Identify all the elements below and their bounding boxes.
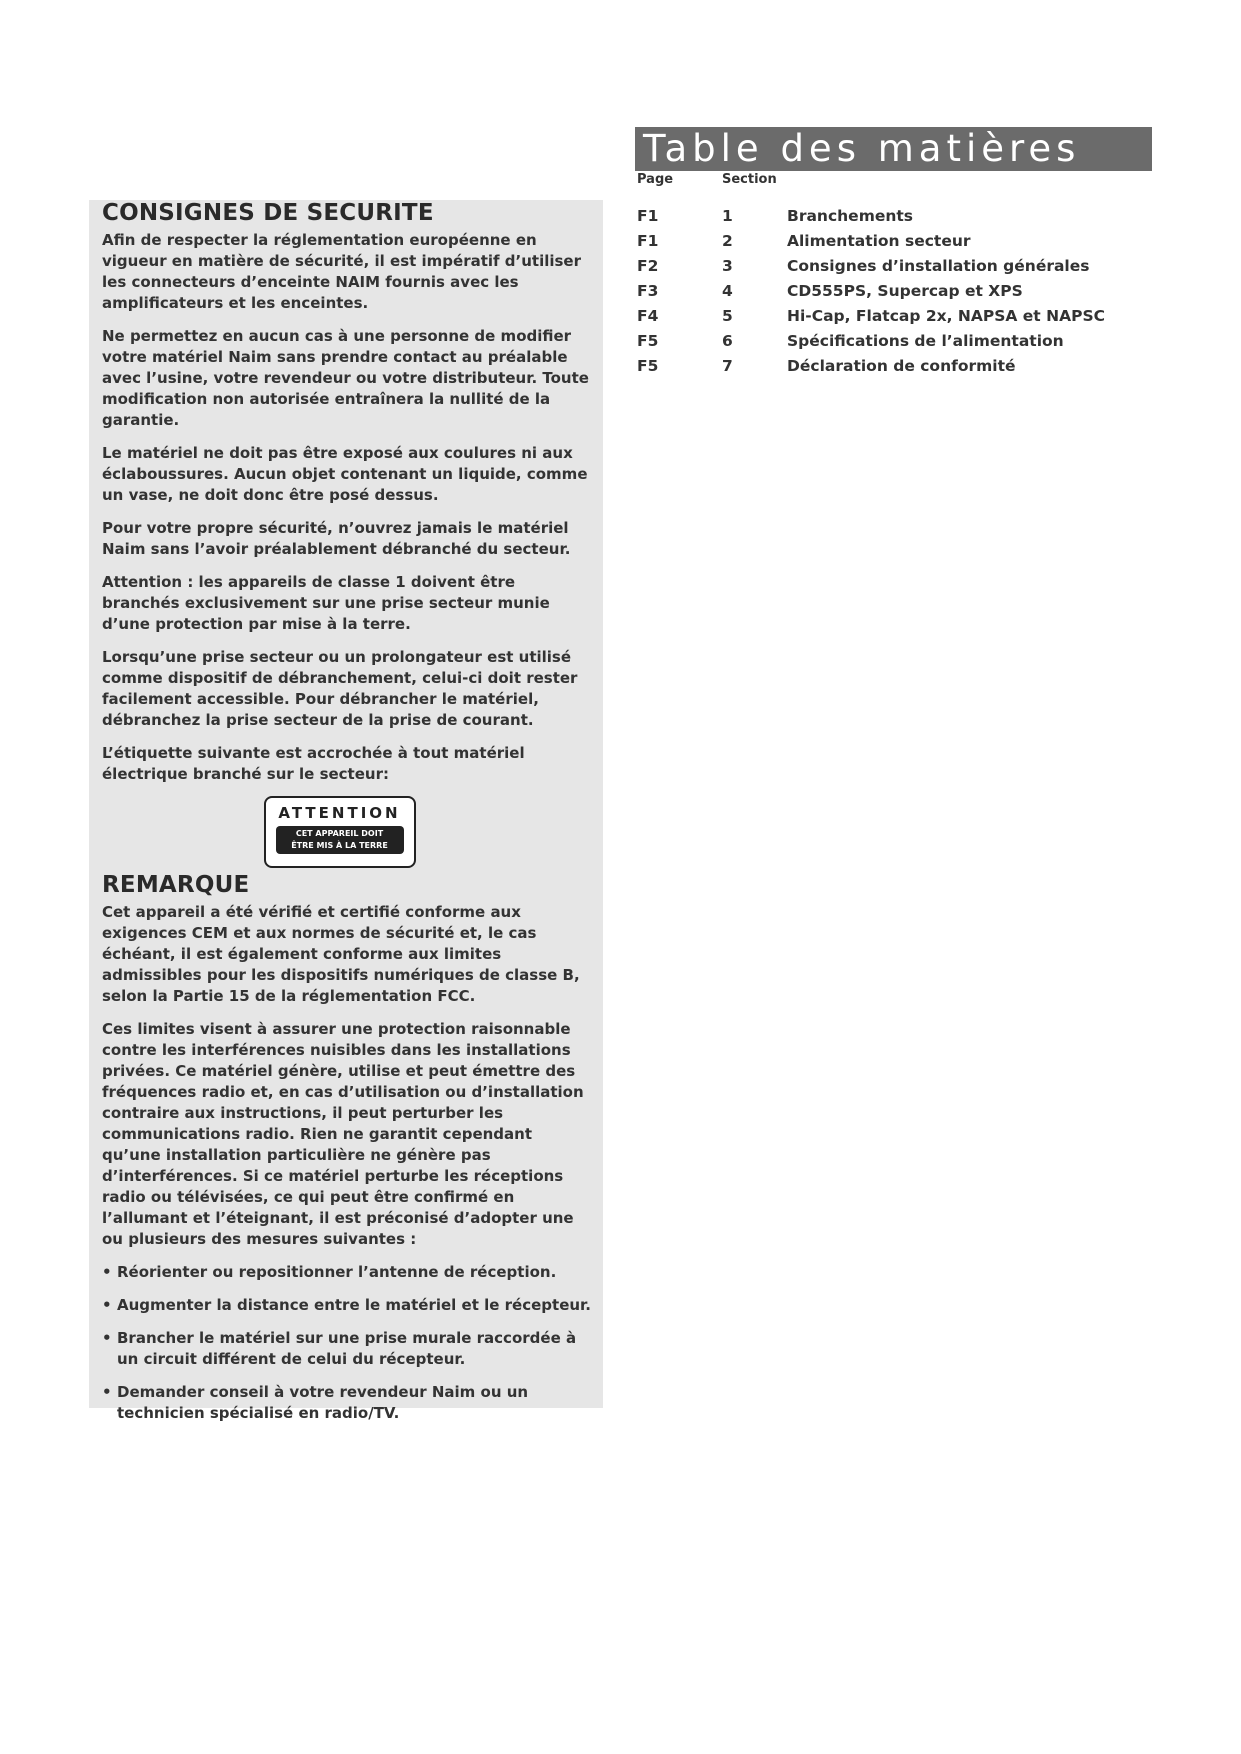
- list-item-text: Brancher le matériel sur une prise murale raccordée à un circuit différent de celui du récepteur.: [117, 1329, 577, 1368]
- toc-page: F4: [637, 306, 659, 325]
- toc-row: [637, 278, 1105, 303]
- toc-table: [637, 203, 1105, 378]
- toc-page: F2: [637, 256, 659, 275]
- toc-section: 2: [722, 231, 733, 250]
- list-item-text: Demander conseil à votre revendeur Naim ou un technicien spécialisé en radio/TV.: [117, 1383, 529, 1422]
- list-item: [102, 1328, 591, 1370]
- toc-entry-title: Déclaration de conformité: [787, 356, 1016, 375]
- toc-section: 5: [722, 306, 733, 325]
- list-item-text: Réorienter ou repositionner l’antenne de réception.: [117, 1263, 557, 1281]
- toc-page: F5: [637, 331, 659, 350]
- safety-paragraph: Afin de respecter la réglementation européenne en vigueur en matière de sécurité, il est impératif d’utiliser les connecteurs d’enceinte NAIM fournis avec les amplificateurs et les enceintes.: [102, 231, 581, 312]
- safety-paragraph: Ne permettez en aucun cas à une personne de modifier votre matériel Naim sans prendre contact au préalable avec l’usine, votre revendeur ou votre distributeur. Toute modification non autorisée entraînera la nullité de la garantie.: [102, 327, 589, 429]
- earthing-label-wrap: [102, 796, 591, 868]
- toc-entry-title: Hi-Cap, Flatcap 2x, NAPSA et NAPSC: [787, 306, 1105, 325]
- measures-list: [102, 1262, 591, 1424]
- remarque-paragraph: Cet appareil a été vérifié et certifié conforme aux exigences CEM et aux normes de sécurité et, le cas échéant, il est également conforme aux limites admissibles pour les dispositifs numériques de classe B, selon la Partie 15 de la réglementation FCC.: [102, 903, 580, 1005]
- toc-section: 3: [722, 256, 733, 275]
- toc-row: [637, 328, 1105, 353]
- bullet-icon: •: [102, 1263, 112, 1281]
- toc-entry-title: Consignes d’installation générales: [787, 256, 1090, 275]
- toc-row: [637, 303, 1105, 328]
- safety-paragraph: L’étiquette suivante est accrochée à tout matériel électrique branché sur le secteur:: [102, 744, 525, 783]
- toc-page: F1: [637, 206, 659, 225]
- toc-title-bar: [635, 127, 1152, 171]
- bullet-icon: •: [102, 1383, 112, 1401]
- bullet-icon: •: [102, 1329, 112, 1347]
- toc-entry-title: Spécifications de l’alimentation: [787, 331, 1064, 350]
- toc-row: [637, 253, 1105, 278]
- toc-section: 6: [722, 331, 733, 350]
- earthing-label-title: ATTENTION: [278, 804, 401, 822]
- safety-panel: [89, 200, 603, 1422]
- toc-row: [637, 203, 1105, 228]
- safety-heading: CONSIGNES DE SECURITE: [102, 200, 434, 226]
- toc-page: F1: [637, 231, 659, 250]
- toc-section: 1: [722, 206, 733, 225]
- toc-title: Table des matières: [643, 127, 1081, 170]
- list-item: [102, 1262, 591, 1283]
- safety-paragraph: Le matériel ne doit pas être exposé aux coulures ni aux éclaboussures. Aucun objet contenant un liquide, comme un vase, ne doit donc être posé dessus.: [102, 444, 588, 504]
- bullet-icon: •: [102, 1296, 112, 1314]
- toc-entry-title: CD555PS, Supercap et XPS: [787, 281, 1023, 300]
- earthing-warning-label: [264, 796, 416, 868]
- toc-row: [637, 353, 1105, 378]
- list-item: [102, 1295, 591, 1316]
- toc-section: 7: [722, 356, 733, 375]
- toc-entry-title: Branchements: [787, 206, 914, 225]
- toc-row: [637, 228, 1105, 253]
- earthing-label-line2: ÊTRE MIS À LA TERRE: [291, 841, 388, 850]
- safety-paragraph: Pour votre propre sécurité, n’ouvrez jamais le matériel Naim sans l’avoir préalablement débranché du secteur.: [102, 519, 571, 558]
- earthing-label-line1: CET APPAREIL DOIT: [295, 829, 384, 838]
- toc-page: F3: [637, 281, 659, 300]
- earthing-label-text: [276, 826, 404, 854]
- list-item-text: Augmenter la distance entre le matériel et le récepteur.: [117, 1296, 592, 1314]
- list-item: [102, 1382, 591, 1424]
- remarque-paragraph: Ces limites visent à assurer une protection raisonnable contre les interférences nuisibles dans les installations privées. Ce matériel génère, utilise et peut émettre des fréquences radio et, en cas d’utilisation ou d’installation contraire aux instructions, il peut perturber les communications radio. Rien ne garantit cependant qu’une installation particulière ne génère pas d’interférences. Si ce matériel perturbe les réceptions radio ou télévisées, ce qui peut être confirmé en l’allumant et l’éteignant, il est préconisé d’adopter une ou plusieurs des mesures suivantes :: [102, 1020, 584, 1248]
- safety-paragraph: Attention : les appareils de classe 1 doivent être branchés exclusivement sur une prise secteur munie d’une protection par mise à la terre.: [102, 573, 550, 633]
- toc-header-section: Section: [722, 172, 777, 187]
- toc-header-page: Page: [637, 172, 674, 187]
- toc-page: F5: [637, 356, 659, 375]
- toc-section: 4: [722, 281, 733, 300]
- remarque-heading: REMARQUE: [102, 872, 250, 898]
- toc-entry-title: Alimentation secteur: [787, 231, 971, 250]
- safety-paragraph: Lorsqu’une prise secteur ou un prolongateur est utilisé comme dispositif de débranchement, celui-ci doit rester facilement accessible. Pour débrancher le matériel, débranchez la prise secteur de la prise de courant.: [102, 648, 578, 729]
